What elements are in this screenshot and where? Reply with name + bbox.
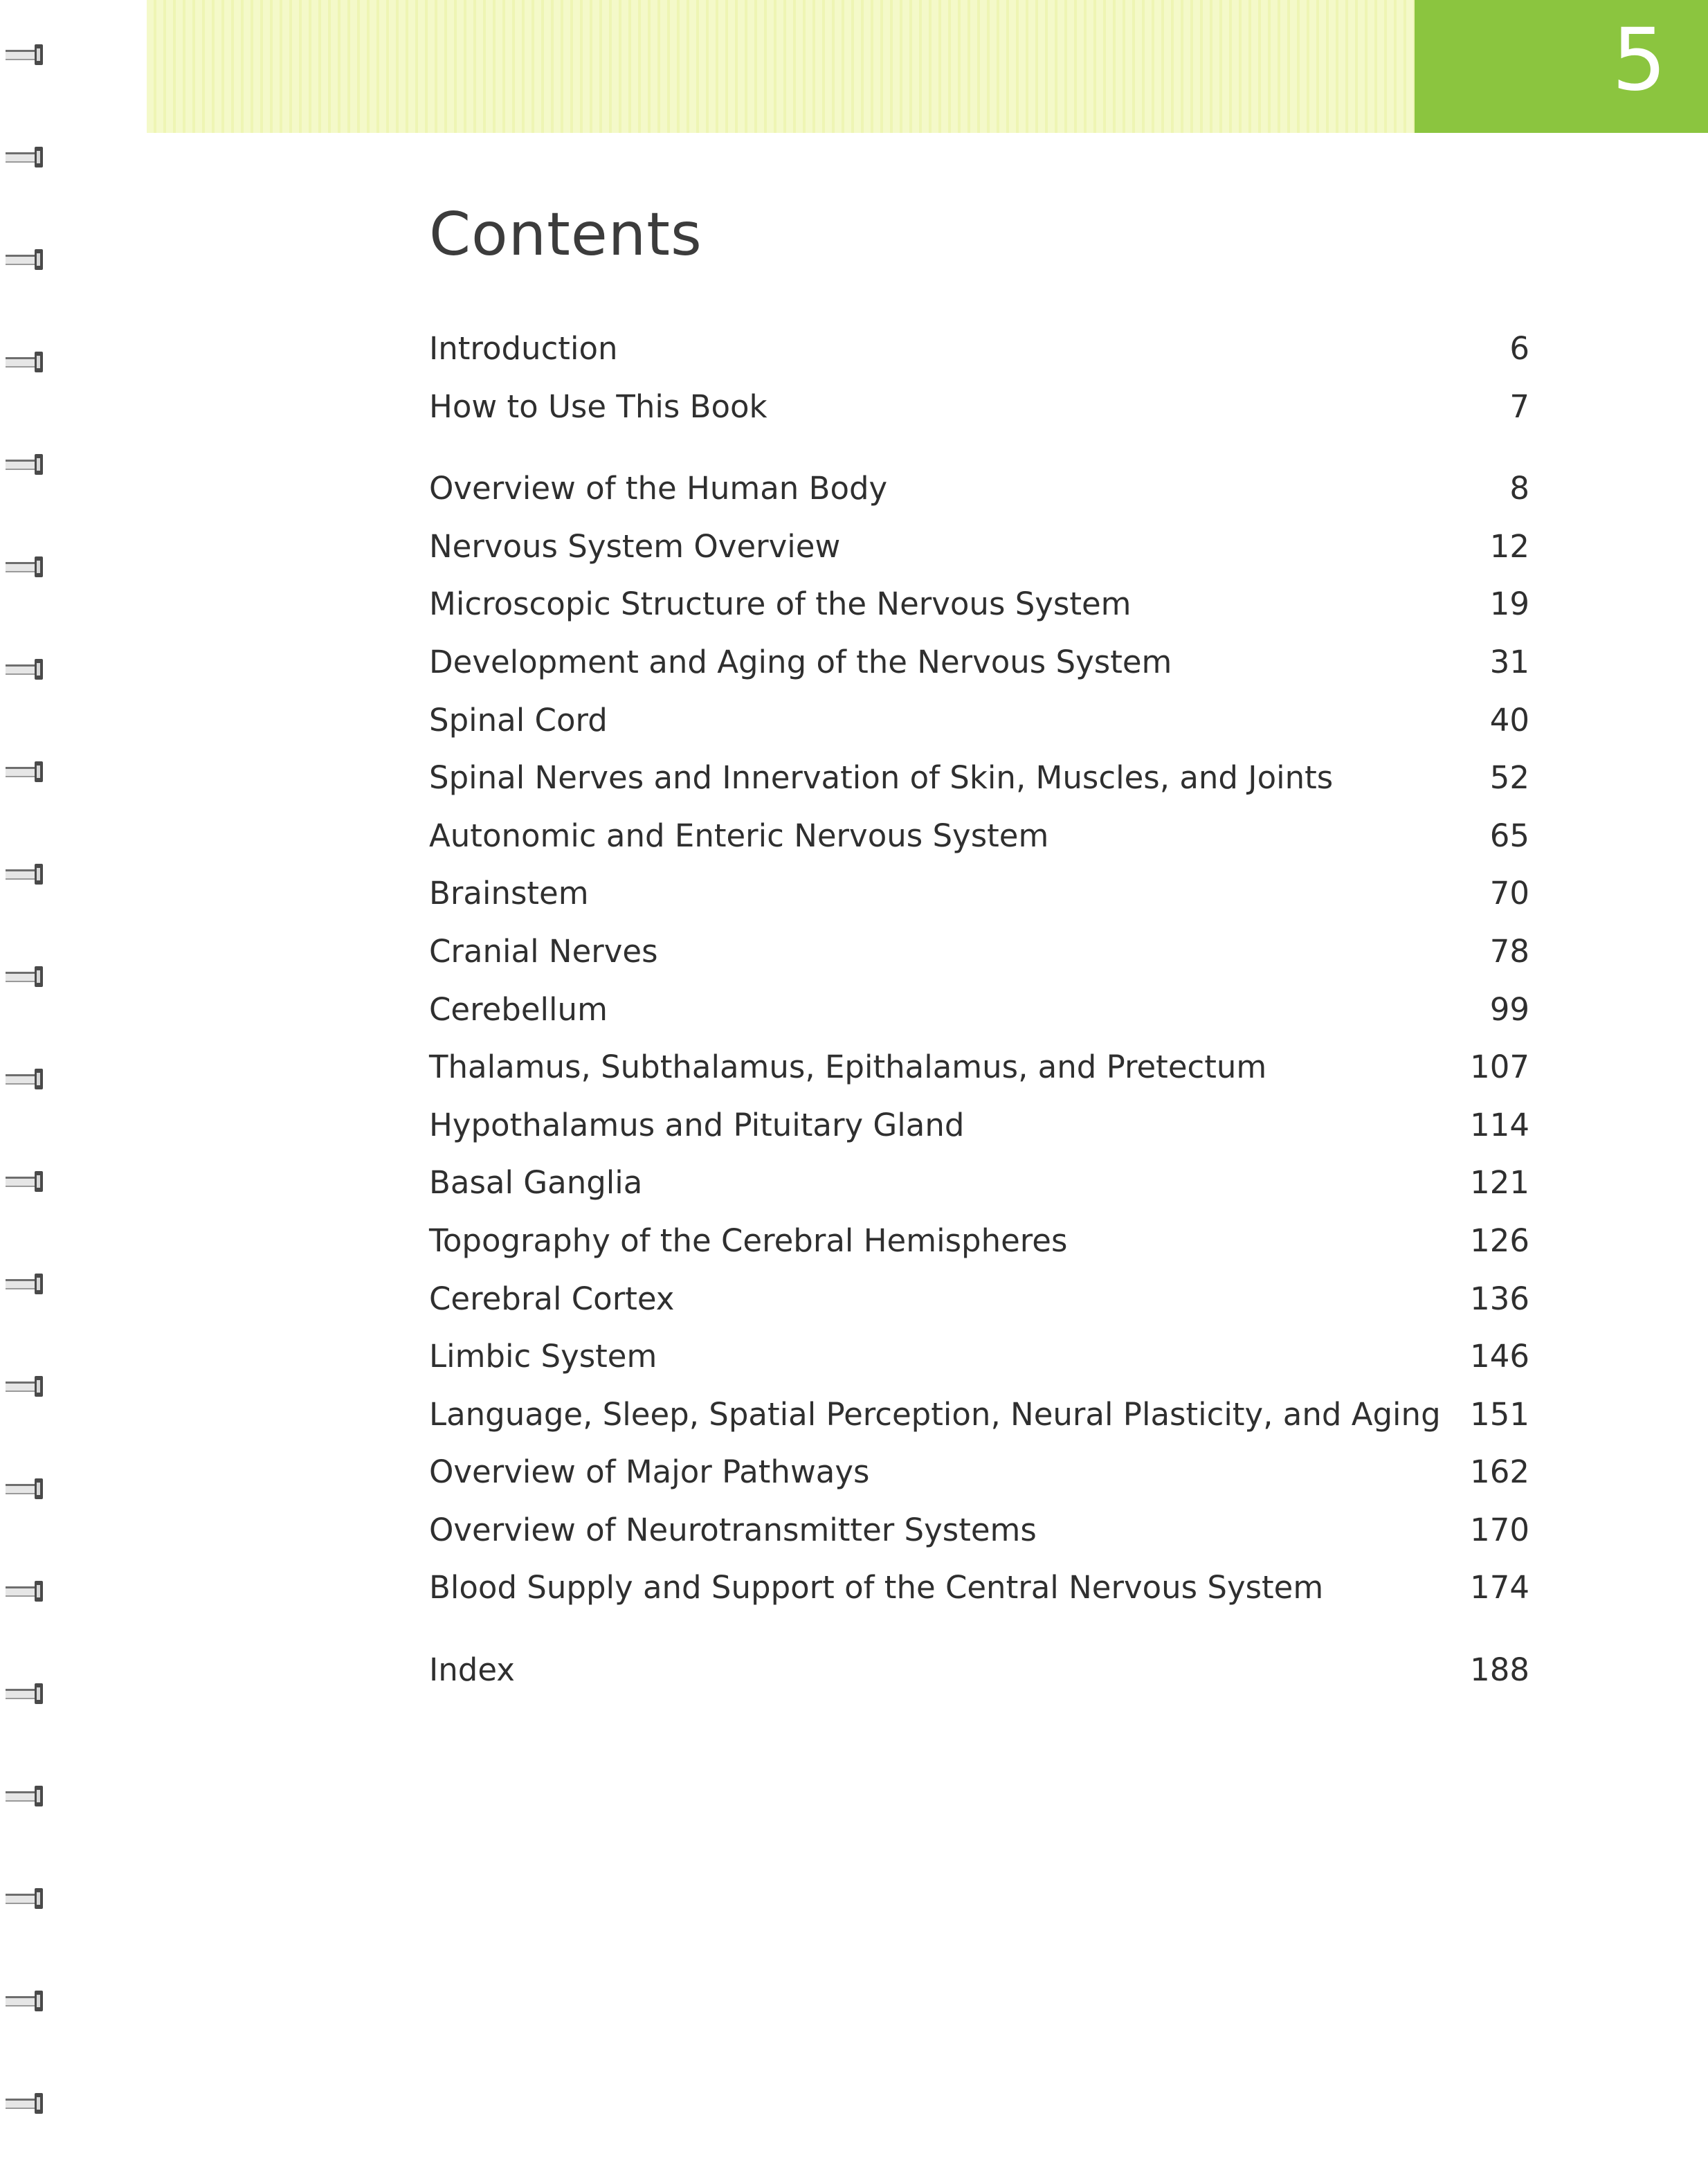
toc-entry-page: 121	[1470, 1164, 1529, 1202]
binding-coil	[6, 963, 44, 988]
table-of-contents	[429, 320, 1529, 1699]
binding-coil	[6, 349, 44, 374]
toc-entry-title: Brainstem	[429, 875, 589, 912]
toc-entry[interactable]	[429, 320, 1529, 378]
binding-coil	[6, 1783, 44, 1808]
toc-entry[interactable]	[429, 981, 1529, 1039]
toc-entry[interactable]	[429, 1328, 1529, 1386]
toc-entry-title: Thalamus, Subthalamus, Epithalamus, and Pretectum	[429, 1049, 1267, 1086]
toc-entry-page: 19	[1489, 586, 1529, 623]
toc-entry[interactable]	[429, 691, 1529, 750]
binding-coil	[6, 1476, 44, 1501]
toc-entry-title: Cerebral Cortex	[429, 1280, 675, 1317]
toc-entry-title: Spinal Nerves and Innervation of Skin, Muscles, and Joints	[429, 759, 1334, 797]
toc-entry-page: 6	[1509, 330, 1529, 367]
toc-entry-page: 65	[1489, 817, 1529, 854]
toc-entry-title: Spinal Cord	[429, 701, 608, 739]
toc-entry-title: Overview of the Human Body	[429, 470, 888, 507]
toc-entry[interactable]	[429, 518, 1529, 576]
toc-entry-title: Development and Aging of the Nervous System	[429, 643, 1172, 680]
toc-entry-index[interactable]	[429, 1641, 1529, 1699]
toc-entry[interactable]	[429, 1212, 1529, 1270]
toc-entry-title: Limbic System	[429, 1338, 657, 1375]
binding-coil	[6, 42, 44, 66]
toc-entry[interactable]	[429, 1501, 1529, 1559]
toc-entry-page: 52	[1489, 759, 1529, 797]
binding-coil	[6, 1988, 44, 2013]
toc-entry[interactable]	[429, 1443, 1529, 1501]
binding-coil	[6, 1168, 44, 1193]
toc-entry-page: 40	[1489, 701, 1529, 739]
toc-entry-title: Basal Ganglia	[429, 1164, 643, 1202]
toc-entry-page: 99	[1489, 990, 1529, 1028]
toc-entry-page: 174	[1470, 1569, 1529, 1606]
binding-coil	[6, 759, 44, 783]
binding-coil	[6, 144, 44, 169]
toc-entry-page: 7	[1509, 388, 1529, 425]
toc-entry-title: Topography of the Cerebral Hemispheres	[429, 1222, 1068, 1259]
binding-coil	[6, 1066, 44, 1091]
toc-entry-page: 146	[1470, 1338, 1529, 1375]
toc-entry-title: Overview of Neurotransmitter Systems	[429, 1511, 1037, 1548]
toc-entry-page: 162	[1470, 1453, 1529, 1491]
binding-coil	[6, 1373, 44, 1398]
toc-entry[interactable]	[429, 1386, 1529, 1444]
toc-entry[interactable]	[429, 460, 1529, 518]
toc-entry[interactable]	[429, 864, 1529, 923]
toc-entry-page: 126	[1470, 1222, 1529, 1259]
toc-entry[interactable]	[429, 923, 1529, 981]
toc-entry-title: Cranial Nerves	[429, 932, 658, 970]
toc-entry-title: Introduction	[429, 330, 618, 367]
page-title: Contents	[429, 200, 702, 269]
toc-entry-title: Index	[429, 1651, 515, 1689]
binding-coil	[6, 1578, 44, 1603]
toc-entry-title: Autonomic and Enteric Nervous System	[429, 817, 1049, 854]
toc-entry-page: 151	[1470, 1395, 1529, 1433]
toc-entry-title: Language, Sleep, Spatial Perception, Neural Plasticity, and Aging	[429, 1395, 1441, 1433]
toc-entry[interactable]	[429, 749, 1529, 807]
toc-entry-page: 70	[1489, 875, 1529, 912]
toc-entry-title: Cerebellum	[429, 990, 608, 1028]
toc-entry[interactable]	[429, 1559, 1529, 1617]
toc-entry-page: 78	[1489, 932, 1529, 970]
toc-entry[interactable]	[429, 575, 1529, 633]
toc-entry-page: 31	[1489, 643, 1529, 680]
toc-entry[interactable]	[429, 633, 1529, 691]
toc-entry-title: How to Use This Book	[429, 388, 767, 425]
toc-entry-title: Blood Supply and Support of the Central Nervous System	[429, 1569, 1324, 1606]
binding-coil	[6, 1681, 44, 1705]
toc-entry-page: 114	[1470, 1106, 1529, 1143]
toc-entry-title: Nervous System Overview	[429, 527, 841, 565]
binding-coil	[6, 861, 44, 886]
toc-entry-page: 170	[1470, 1511, 1529, 1548]
toc-entry[interactable]	[429, 1096, 1529, 1154]
spiral-binding	[0, 42, 55, 2159]
toc-entry-page: 107	[1470, 1049, 1529, 1086]
toc-entry[interactable]	[429, 807, 1529, 865]
toc-entry[interactable]	[429, 378, 1529, 436]
toc-entry-page: 188	[1470, 1651, 1529, 1689]
binding-coil	[6, 2090, 44, 2115]
toc-entry-title: Microscopic Structure of the Nervous System	[429, 586, 1132, 623]
toc-entry-page: 136	[1470, 1280, 1529, 1317]
binding-coil	[6, 246, 44, 271]
header-band	[147, 0, 1415, 133]
toc-entry-page: 12	[1489, 527, 1529, 565]
toc-entry[interactable]	[429, 1154, 1529, 1212]
binding-coil	[6, 1271, 44, 1296]
page-number-badge	[1415, 0, 1708, 133]
toc-entry-title: Overview of Major Pathways	[429, 1453, 870, 1491]
toc-entry-title: Hypothalamus and Pituitary Gland	[429, 1106, 965, 1143]
toc-entry[interactable]	[429, 1038, 1529, 1096]
binding-coil	[6, 1885, 44, 1910]
binding-coil	[6, 451, 44, 476]
binding-coil	[6, 554, 44, 579]
toc-entry-page: 8	[1509, 470, 1529, 507]
page-number: 5	[1612, 10, 1666, 110]
toc-entry[interactable]	[429, 1270, 1529, 1328]
binding-coil	[6, 656, 44, 681]
